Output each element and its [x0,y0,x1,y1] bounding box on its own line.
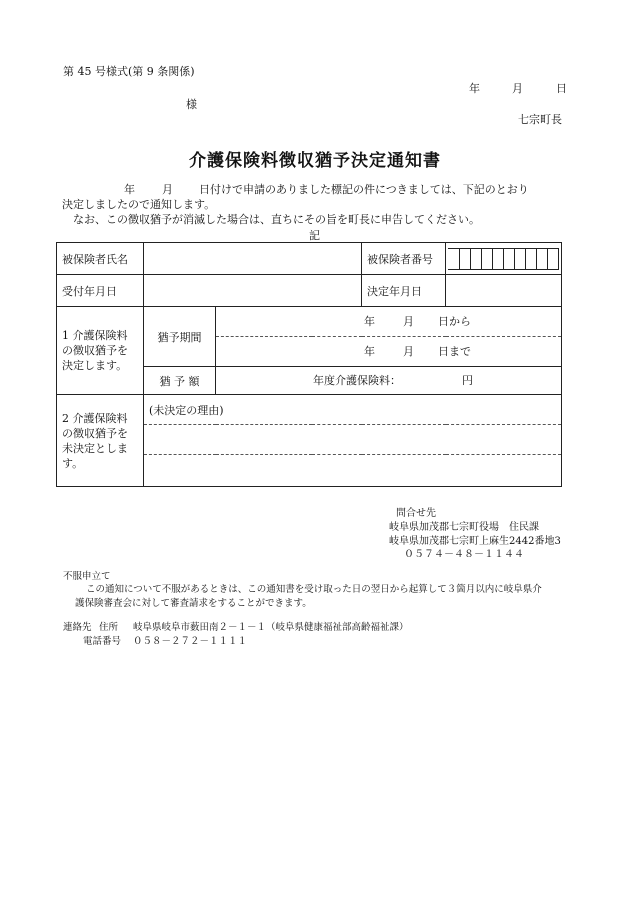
period-to-day: 日まで [438,345,471,358]
period-from-row [57,307,562,337]
period-to-month: 月 [403,345,414,358]
undecided-label: 2 介護保険料の徴収猶予を未決定とします。 [57,395,144,487]
decided-label: 1 介護保険料の徴収猶予を決定します。 [57,307,144,395]
period-to-field[interactable] [216,337,562,367]
ki-mark: 記 [309,229,320,242]
liaison-phone: ０５８－２７２－１１１１ [133,636,248,647]
insured-row [57,243,562,275]
undecided-reason-line[interactable] [144,455,562,487]
contact-address: 岐阜県加茂郡七宗町上麻生2442番地3 [389,536,561,547]
liaison-phone-label: 電話番号 [83,636,122,647]
sender-name: 七宗町長 [518,113,562,126]
receipt-date-label: 受付年月日 [57,275,144,307]
period-from-month: 月 [403,315,414,328]
digit-box[interactable] [492,248,503,269]
liaison-label: 連絡先 [63,622,92,633]
liaison-address-label: 住所 [99,622,119,633]
undecided-reason-line[interactable] [144,425,562,455]
period-to-year: 年 [364,345,375,358]
decision-date-field[interactable] [446,275,562,307]
intro-line2: 決定しましたので通知します。 [62,198,216,211]
page-title: 介護保険料徴収猶予決定通知書 [189,151,441,171]
appeal-heading: 不服申立て [63,571,111,582]
digit-box[interactable] [536,248,547,269]
recipient-suffix: 様 [186,98,197,111]
date-row [57,275,562,307]
appeal-line2: 護保険審査会に対して審査請求をすることができます。 [75,598,312,609]
header-date-year: 年 [469,82,480,95]
intro-line3: なお、この徴収猶予が消滅した場合は、直ちにその旨を町長に申告してください。 [73,213,480,226]
liaison-address: 岐阜県岐阜市薮田南２－１－１（岐阜県健康福祉部高齢福祉課） [133,622,409,633]
undecided-reason-heading: (未決定の理由) [144,395,562,425]
digit-box[interactable] [503,248,514,269]
insured-name-label: 被保険者氏名 [57,243,144,275]
digit-box[interactable] [459,248,470,269]
amount-text: 年度介護保険料： [313,374,401,387]
contact-office: 岐阜県加茂郡七宗町役場 住民課 [389,522,539,533]
undecided-row-1 [57,395,562,425]
receipt-date-field[interactable] [144,275,362,307]
digit-box[interactable] [481,248,492,269]
period-from-year: 年 [364,315,375,328]
insured-number-field[interactable] [446,243,562,275]
insured-number-label: 被保険者番号 [362,243,446,275]
form-number: 第 45 号様式(第 9 条関係) [63,65,195,78]
period-from-field[interactable] [216,307,562,337]
period-label: 猶予期間 [144,307,216,367]
digit-box[interactable] [448,248,459,269]
decision-date-label: 決定年月日 [362,275,446,307]
intro-year: 年 [124,183,135,196]
amount-unit: 円 [462,374,473,387]
header-date-month: 月 [512,82,523,95]
digit-box[interactable] [470,248,481,269]
header-date-day: 日 [556,82,567,95]
decision-form-table [56,242,562,487]
amount-label: 猶 予 額 [144,367,216,395]
digit-box[interactable] [547,248,558,269]
digit-box[interactable] [514,248,525,269]
contact-phone: ０５７４－４８－１１４４ [404,549,524,560]
appeal-line1: この通知について不服があるときは、この通知書を受け取った日の翌日から起算して３箇月以内に岐阜県介 [86,584,542,595]
intro-month: 月 [162,183,173,196]
intro-line1: 日付けで申請のありました標記の件につきましては、下記のとおり [199,183,529,196]
contact-heading: 問合せ先 [396,508,436,519]
period-from-day: 日から [438,315,471,328]
digit-box[interactable] [525,248,536,269]
insured-name-field[interactable] [144,243,362,275]
amount-field[interactable] [216,367,562,395]
